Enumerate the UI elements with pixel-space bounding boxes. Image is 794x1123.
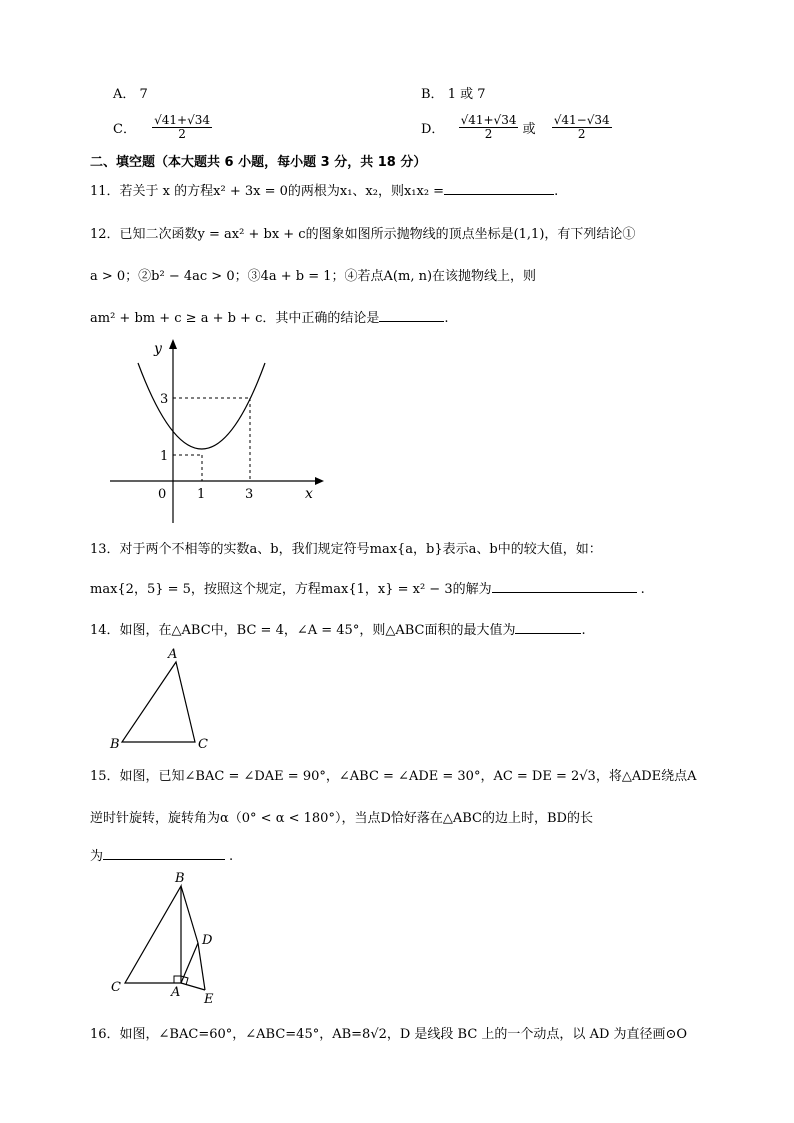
option-d-or: 或	[522, 122, 536, 138]
origin-label: 0	[158, 487, 167, 502]
question-12-line-2: a > 0；②b² − 4ac > 0；③4a + b = 1；④若点A(m, n)在该抛物线上，则	[90, 269, 537, 284]
question-15-end: .	[229, 849, 234, 864]
option-d-fraction-1	[459, 114, 519, 141]
option-d-denominator-2: 2	[577, 127, 586, 142]
option-d	[421, 114, 612, 141]
option-c-denominator: 2	[178, 127, 186, 142]
y-tick-1: 1	[160, 449, 169, 464]
triangle-abc-figure	[100, 640, 230, 755]
option-d-numerator-2: √41−√34	[553, 113, 610, 127]
segment-de	[198, 943, 205, 990]
right-angle-mark	[174, 976, 181, 983]
answer-blank-11	[444, 181, 554, 195]
question-15-line-1: 15．如图，已知∠BAC = ∠DAE = 90°，∠ABC = ∠ADE = 30°，AC = DE = 2√3，将△ADE绕点A	[90, 769, 697, 784]
triangle-abc	[125, 886, 181, 983]
question-16: 16．如图，∠BAC=60°，∠ABC=45°，AB=8√2，D 是线段 BC 上的一个动点，以 AD 为直径画⊙O	[90, 1027, 688, 1042]
segment-bd	[181, 886, 198, 943]
question-13-line-2-text: max{2，5} = 5，按照这个规定，方程max{1，x} = x² − 3的解为	[90, 582, 492, 597]
question-15-line-2: 逆时针旋转，旋转角为α（0° < α < 180°），当点D恰好落在△ABC的边上时，BD的长	[90, 811, 593, 826]
parabola-curve	[138, 363, 265, 449]
answer-blank-14	[515, 620, 581, 634]
triangle-abc	[122, 662, 195, 742]
answer-blank-12	[379, 308, 444, 322]
vertex-b-label: B	[175, 871, 185, 886]
segment-ae	[181, 983, 205, 990]
question-11	[90, 180, 558, 199]
vertex-c-label: C	[198, 737, 208, 752]
option-a-text: 7	[139, 87, 148, 102]
question-14	[90, 619, 586, 638]
option-c-fraction	[152, 114, 212, 141]
question-14-end: .	[581, 623, 586, 638]
question-12-line-3-text: am² + bm + c ≥ a + b + c．其中正确的结论是	[90, 311, 380, 326]
question-11-end: .	[554, 184, 559, 199]
section-heading: 二、填空题（本大题共 6 小题，每小题 3 分，共 18 分）	[90, 155, 427, 170]
option-c	[113, 114, 212, 141]
question-11-text: 11．若关于 x 的方程x² + 3x = 0的两根为x₁、x₂，则x₁x₂ =	[90, 184, 445, 199]
option-b-letter: B．	[421, 87, 444, 102]
x-tick-1: 1	[197, 487, 206, 502]
vertex-b-label: B	[110, 737, 120, 752]
y-tick-3: 3	[160, 392, 169, 407]
vertex-a-label: A	[171, 985, 181, 1000]
y-axis-arrow	[169, 339, 177, 349]
vertex-e-label: E	[204, 992, 214, 1007]
option-a-letter: A．	[113, 87, 136, 102]
question-12-line-3	[90, 307, 449, 326]
answer-blank-13	[492, 579, 637, 593]
x-axis-label: x	[305, 486, 313, 502]
question-14-text: 14．如图，在△ABC中，BC = 4，∠A = 45°，则△ABC面积的最大值为	[90, 623, 516, 638]
option-b-text: 1 或 7	[447, 87, 486, 102]
option-b	[421, 83, 486, 102]
vertex-d-label: D	[202, 933, 213, 948]
option-d-numerator-1: √41+√34	[460, 113, 517, 127]
vertex-a-label: A	[168, 647, 178, 662]
option-a	[113, 83, 148, 102]
option-c-numerator: √41+√34	[154, 113, 210, 127]
option-d-denominator-1: 2	[484, 127, 493, 142]
question-12-end: .	[444, 311, 449, 326]
question-13-line-2	[90, 578, 645, 597]
x-tick-3: 3	[245, 487, 254, 502]
option-d-letter: D．	[421, 122, 445, 138]
question-12-line-1: 12．已知二次函数y = ax² + bx + c的图象如图所示抛物线的顶点坐标是(1,1)，有下列结论①	[90, 227, 636, 242]
parabola-graph	[100, 335, 330, 530]
option-d-fraction-2	[552, 114, 612, 141]
rotation-figure	[100, 868, 230, 1008]
x-axis-arrow	[315, 477, 324, 485]
question-15-line-3-text: 为	[90, 849, 104, 864]
answer-blank-15	[103, 846, 225, 860]
question-13-line-1: 13．对于两个不相等的实数a、b，我们规定符号max{a，b}表示a、b中的较大值，如：	[90, 542, 602, 557]
question-13-end: .	[640, 582, 645, 597]
vertex-c-label: C	[111, 980, 121, 995]
question-15-line-3	[90, 845, 233, 864]
option-c-letter: C．	[113, 122, 136, 138]
y-axis-label: y	[154, 341, 162, 357]
